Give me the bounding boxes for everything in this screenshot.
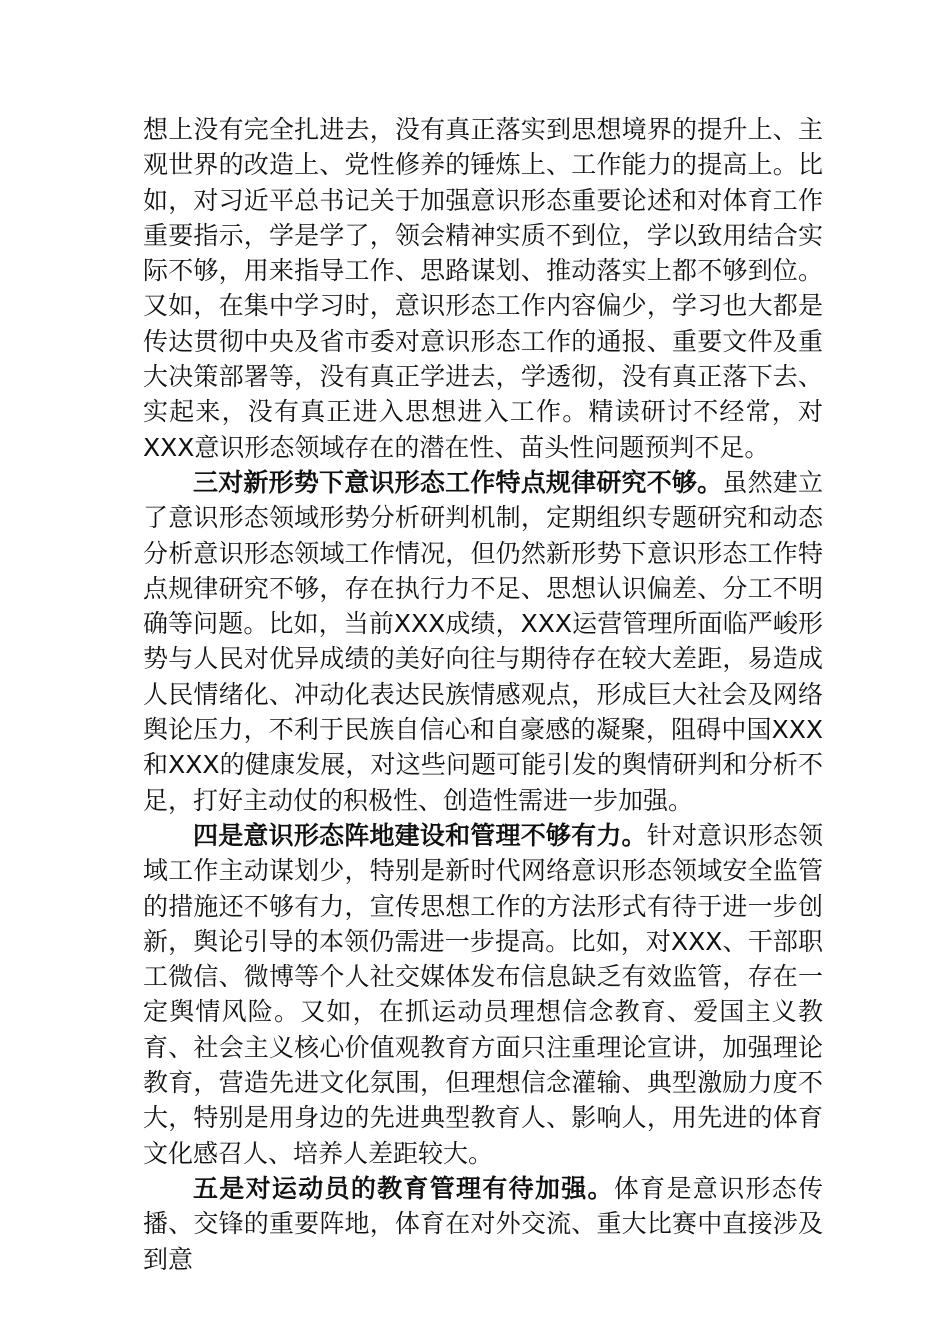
- paragraph-2-lead: 三对新形势下意识形态工作特点规律研究不够。: [193, 467, 723, 497]
- paragraph-2-body: 虽然建立了意识形态领域形势分析研判机制，定期组织专题研究和动态分析意识形态领域工作情况，但仍然新形势下意识形态工作特点规律研究不够，存在执行力不足、思想认识偏差、分工不明确等问题。比如，当前XXX成绩，XXX运营管理所面临严峻形势与人民对优异成绩的美好向往与期待存在较大差距，易造成人民情绪化、冲动化表达民族情感观点，形成巨大社会及网络舆论压力，不利于民族自信心和自豪感的凝聚，阻碍中国XXX和XXX的健康发展，对这些问题可能引发的舆情研判和分析不足，打好主动仗的积极性、创造性需进一步加强。: [143, 467, 823, 815]
- paragraph-2: [143, 465, 823, 818]
- paragraph-3-lead: 四是意识形态阵地建设和管理不够有力。: [193, 820, 647, 850]
- paragraph-4: [143, 1171, 823, 1277]
- paragraph-1: [143, 112, 823, 465]
- paragraph-3-body: 针对意识形态领域工作主动谋划少，特别是新时代网络意识形态领域安全监管的措施还不够有力，宣传思想工作的方法形式有待于进一步创新，舆论引导的本领仍需进一步提高。比如，对XXX、干部职工微信、微博等个人社交媒体发布信息缺乏有效监管，存在一定舆情风险。又如，在抓运动员理想信念教育、爱国主义教育、社会主义核心价值观教育方面只注重理论宣讲，加强理论教育，营造先进文化氛围，但理想信念灌输、典型激励力度不大，特别是用身边的先进典型教育人、影响人，用先进的体育文化感召人、培养人差距较大。: [143, 820, 823, 1168]
- paragraph-3: [143, 818, 823, 1171]
- paragraph-4-body: 体育是意识形态传播、交锋的重要阵地，体育在对外交流、重大比赛中直接涉及到意: [143, 1173, 823, 1274]
- paragraph-4-lead: 五是对运动员的教育管理有待加强。: [193, 1173, 614, 1203]
- paragraph-1-body: 想上没有完全扎进去，没有真正落实到思想境界的提升上、主观世界的改造上、党性修养的锤炼上、工作能力的提高上。比如，对习近平总书记关于加强意识形态重要论述和对体育工作重要指示，学是学了，领会精神实质不到位，学以致用结合实际不够，用来指导工作、思路谋划、推动落实上都不够到位。又如，在集中学习时，意识形态工作内容偏少，学习也大都是传达贯彻中央及省市委对意识形态工作的通报、重要文件及重大决策部署等，没有真正学进去，学透彻，没有真正落下去、实起来，没有真正进入思想进入工作。精读研讨不经常，对XXX意识形态领域存在的潜在性、苗头性问题预判不足。: [143, 115, 823, 462]
- document-page: [143, 112, 823, 1277]
